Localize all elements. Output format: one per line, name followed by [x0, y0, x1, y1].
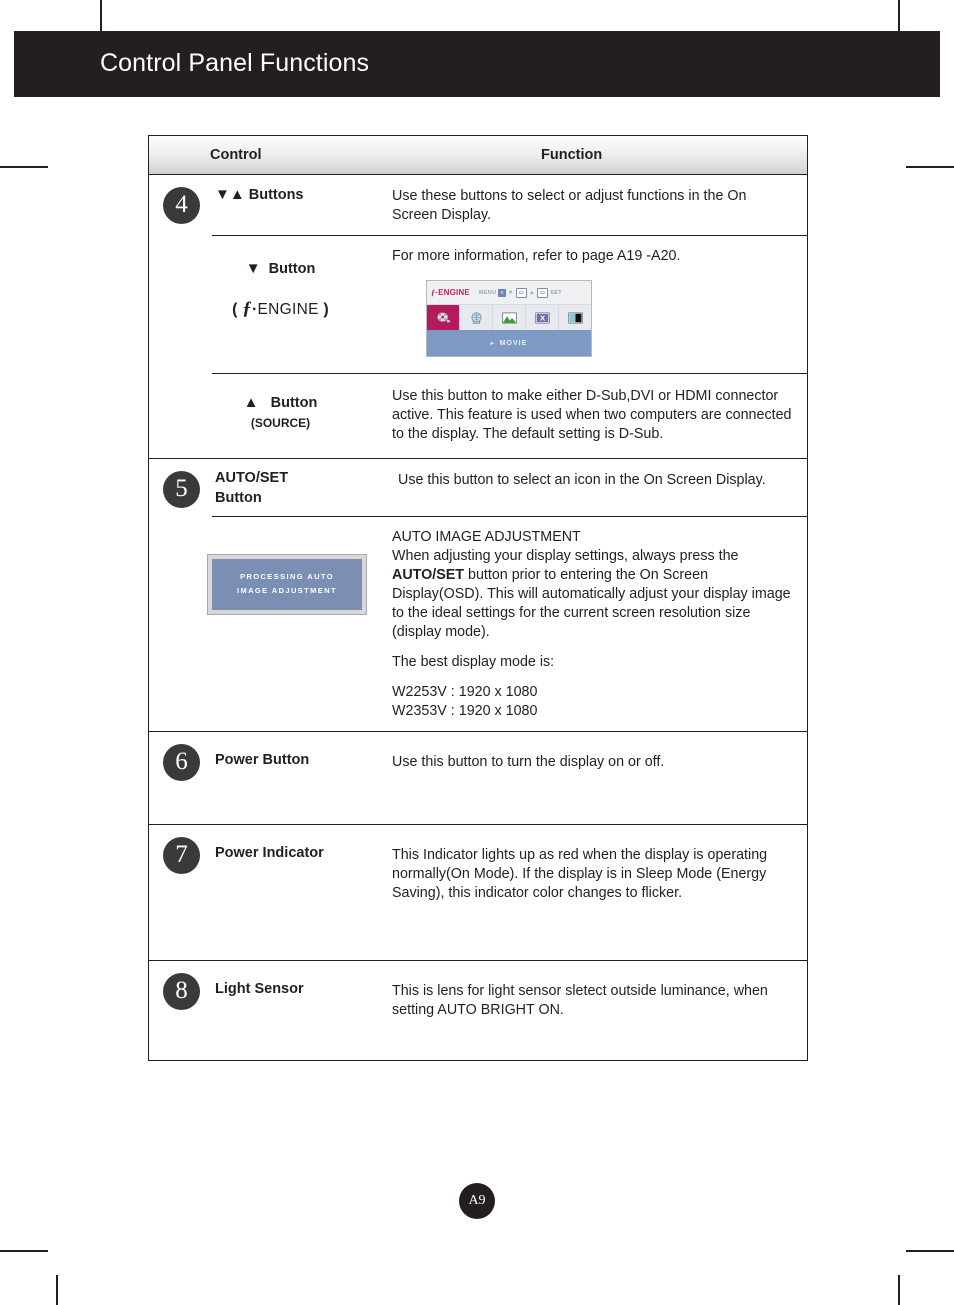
- step-number-badge: 6: [163, 744, 200, 781]
- osd-key-hints: [479, 288, 562, 298]
- down-up-triangle-icon: ▼▲: [215, 186, 245, 203]
- osd-normal-icon[interactable]: [526, 305, 559, 330]
- crop-mark-top-left-h: [0, 166, 48, 168]
- control-label-line2: Button: [215, 489, 262, 506]
- control-cell: [149, 961, 392, 1060]
- osd-user-image-icon[interactable]: [493, 305, 526, 330]
- function-cell: [392, 732, 807, 824]
- control-cell: [149, 235, 392, 373]
- function-description: Use this button to select an icon in the On Screen Display.: [398, 472, 766, 488]
- osd-key-menu-icon: ≡: [500, 289, 504, 296]
- table-row: [149, 516, 807, 731]
- control-cell: [149, 516, 392, 731]
- control-label-group: [215, 185, 392, 206]
- table-group-5: [149, 459, 807, 732]
- processing-auto-image-adjustment-osd: [207, 554, 367, 615]
- table-row: [149, 961, 807, 1060]
- column-header-function: Function: [541, 147, 603, 163]
- table-row: [149, 732, 807, 824]
- paren-close: ): [323, 300, 329, 318]
- table-row: [149, 373, 807, 458]
- auto-image-adjustment-heading: AUTO IMAGE ADJUSTMENT: [392, 529, 581, 546]
- page-title: Control Panel Functions: [100, 48, 370, 77]
- table-header-row: [149, 136, 807, 175]
- osd-mode-label: MOVIE: [499, 339, 528, 347]
- control-label: Button: [270, 395, 318, 411]
- osd-title-bar: [427, 281, 591, 304]
- osd-key-up-label: ▲: [529, 289, 535, 296]
- control-label: Button: [268, 261, 316, 277]
- function-description: This Indicator lights up as red when the display is operating normally(On Mode). If the display is in Sleep Mode (Energy Saving), this indicator color changes to flicker.: [392, 847, 768, 902]
- table-group-4: [149, 175, 807, 459]
- table-group-8: [149, 961, 807, 1060]
- function-description: Use this button to make either D-Sub,DVI or HDMI connector active. This feature is used when two computers are connected to the display. The default setting is D-Sub.: [392, 388, 792, 442]
- step-number-badge: 5: [163, 471, 200, 508]
- control-cell: [149, 175, 392, 235]
- function-description: For more information, refer to page A19 -A20.: [392, 248, 681, 264]
- processing-osd-inner: [212, 559, 362, 610]
- osd-mode-icon-strip: [427, 304, 591, 330]
- function-description: This is lens for light sensor sletect outside luminance, when setting AUTO BRIGHT ON.: [392, 983, 768, 1019]
- display-mode-2: W2353V : 1920 x 1080: [392, 703, 538, 720]
- crop-mark-bottom-right-v: [898, 1275, 900, 1305]
- control-label-group: [169, 259, 392, 280]
- fengine-label-group: [169, 298, 392, 320]
- crop-mark-bottom-right-h: [906, 1250, 954, 1252]
- processing-line-1: PROCESSING AUTO: [240, 572, 334, 582]
- control-sublabel: (SOURCE): [250, 415, 311, 430]
- display-mode-1: W2253V : 1920 x 1080: [392, 684, 538, 701]
- table-row: [149, 235, 807, 373]
- osd-key-down-label: ▼: [507, 289, 514, 296]
- osd-mode-arrow-icon: ▸: [490, 340, 495, 347]
- table-group-6: [149, 732, 807, 825]
- step-number-badge: 7: [163, 837, 200, 874]
- down-triangle-icon: ▼: [245, 260, 261, 277]
- up-triangle-icon: ▲: [243, 394, 259, 411]
- osd-selected-mode: [427, 330, 591, 356]
- page-title-banner: [14, 31, 940, 97]
- table-row: [149, 459, 807, 516]
- crop-mark-bottom-left-v: [56, 1275, 58, 1305]
- page-number-badge: A9: [459, 1183, 495, 1219]
- function-cell: [392, 175, 807, 235]
- column-header-control: Control: [210, 147, 262, 163]
- control-cell: [149, 459, 392, 516]
- paren-open: (: [232, 300, 238, 318]
- control-label-group: [215, 469, 392, 508]
- crop-mark-bottom-left-h: [0, 1250, 48, 1252]
- osd-key-menu-label: MENU: [478, 289, 497, 296]
- function-cell: [392, 516, 807, 731]
- osd-movie-icon[interactable]: [427, 305, 460, 330]
- processing-line-2: IMAGE ADJUSTMENT: [236, 586, 338, 596]
- control-cell: [149, 825, 392, 960]
- fengine-dot: ·: [251, 300, 258, 318]
- crop-mark-top-right-h: [906, 166, 954, 168]
- auto-image-adjustment-body: When adjusting your display settings, always press the AUTO/SET button prior to entering the On Screen Display(OSD). This will automatically adjust your display image to the ideal settings for the current screen resolution size (display mode).: [392, 548, 791, 641]
- best-display-mode-label: The best display mode is:: [392, 654, 555, 671]
- osd-demo-contrast-icon[interactable]: [559, 305, 591, 330]
- table-row: [149, 175, 807, 235]
- function-description: Use these buttons to select or adjust functions in the On Screen Display.: [392, 188, 747, 223]
- control-label: Power Indicator: [215, 845, 324, 862]
- control-cell: [149, 732, 392, 824]
- osd-key-up-icon: ▭: [537, 288, 549, 298]
- osd-key-set-label: SET: [550, 289, 562, 296]
- control-functions-table: [148, 135, 808, 1061]
- control-label-line1: AUTO/SET: [215, 470, 289, 486]
- function-cell: [392, 459, 807, 516]
- function-description: Use this button to turn the display on or off.: [392, 754, 665, 771]
- osd-fengine-logo: ƒ·ENGINE: [431, 288, 470, 297]
- osd-key-down-icon: ▭: [516, 288, 528, 298]
- fengine-text: ENGINE: [257, 300, 319, 318]
- control-label: Buttons: [248, 187, 304, 203]
- table-row: [149, 825, 807, 960]
- function-cell: [392, 961, 807, 1060]
- svg-text:X: X: [539, 313, 545, 323]
- control-label: Light Sensor: [215, 981, 304, 998]
- osd-internet-icon[interactable]: [460, 305, 493, 330]
- function-cell: [392, 373, 807, 458]
- control-cell: [149, 373, 392, 458]
- fengine-f-glyph: ƒ: [242, 297, 252, 319]
- step-number-badge: 4: [163, 187, 200, 224]
- step-number-badge: 8: [163, 973, 200, 1010]
- control-label: Power Button: [215, 752, 310, 769]
- table-group-7: [149, 825, 807, 961]
- control-label-group: [169, 393, 392, 414]
- fengine-osd-screenshot: [426, 280, 592, 357]
- function-cell: [392, 825, 807, 960]
- function-cell: [392, 235, 807, 373]
